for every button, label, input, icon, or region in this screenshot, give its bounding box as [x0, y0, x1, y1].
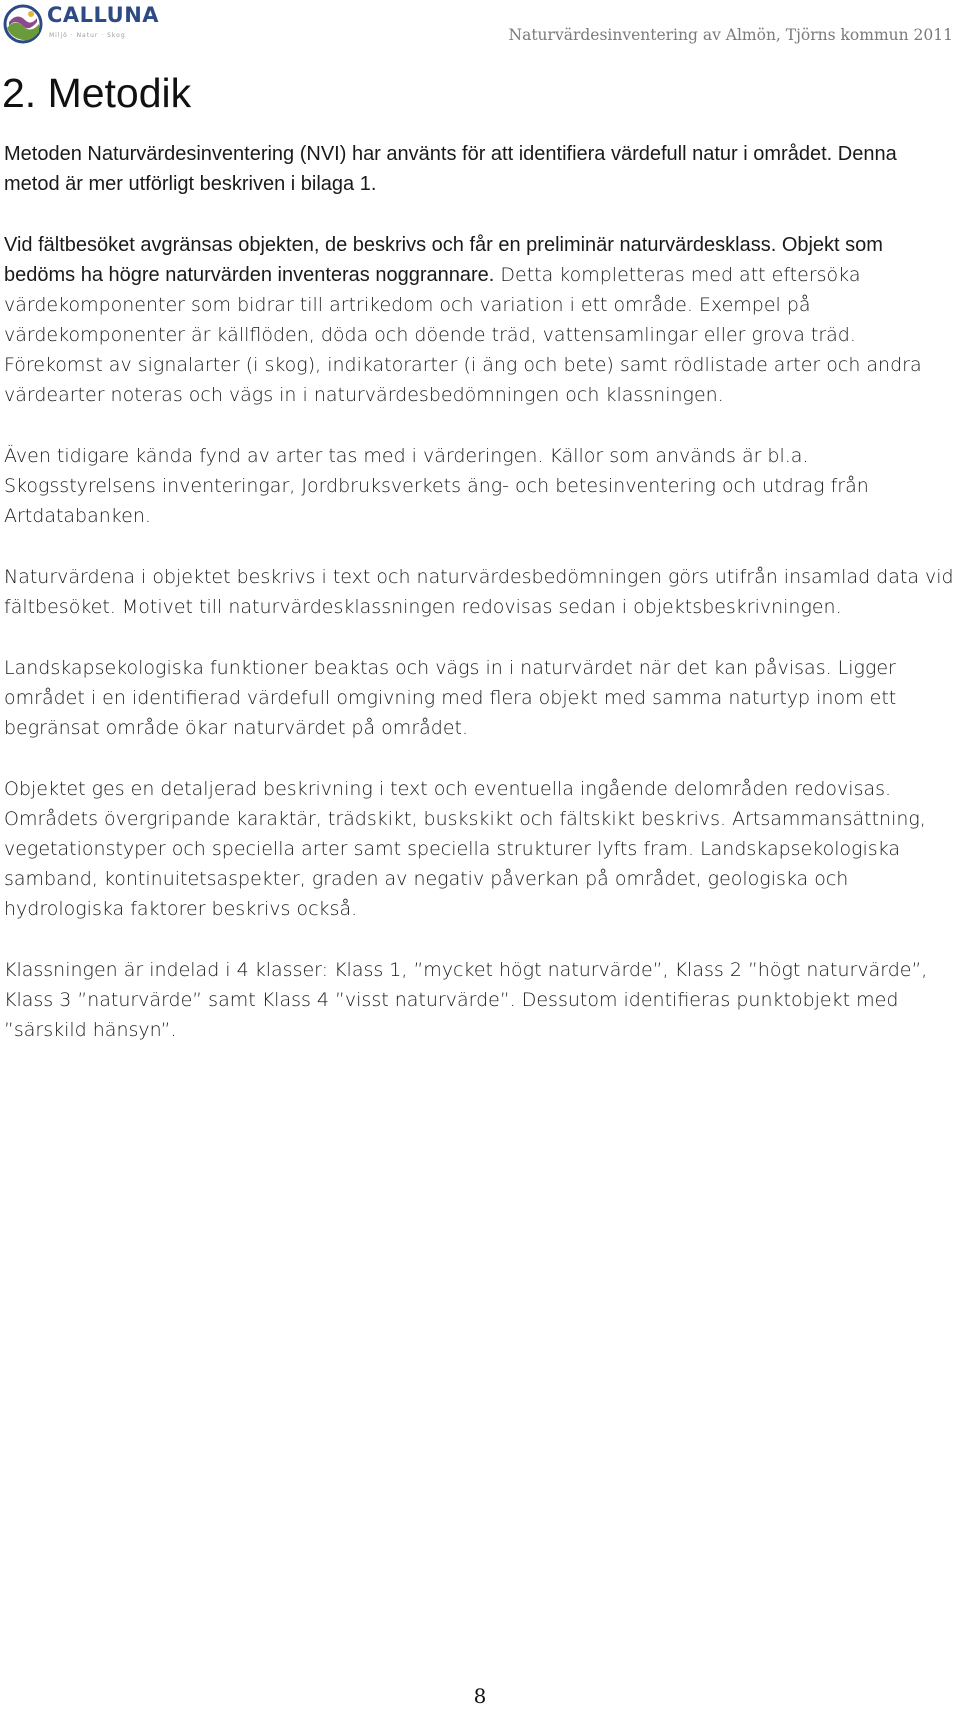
paragraph-classification: Klassningen är indelad i 4 klasser: Klass 1, ”mycket högt naturvärde”, Klass 2 ”högt naturvärde”, Klass 3 ”naturvärde” samt Klass 4 ”visst naturvärde”. Dessutom identifieras punktobjekt med ”särskild hänsyn”. — [4, 959, 928, 1041]
calluna-logo-icon — [3, 4, 43, 44]
section-heading: 2. Metodik — [2, 70, 192, 116]
paragraph-landscape-ecology: Landskapsekologiska funktioner beaktas och vägs in i naturvärdet när det kan påvisas. Ligger området i en identifierad värdefull omgivning med flera objekt med samma naturtyp inom ett begränsat område ökar naturvärdet på området. — [4, 657, 897, 739]
paragraph-nature-values: Naturvärdena i objektet beskrivs i text och naturvärdesbedömningen görs utifrån insamlad data vid fältbesöket. Motivet till naturvärdesklassningen redovisas sedan i objektsbeskrivningen. — [4, 566, 954, 618]
paragraph-field-visit-part2: Detta kompletteras med att eftersöka värdekomponenter som bidrar till artrikedom och variation i ett område. Exempel på värdekomponenter är källflöden, döda och döende träd, vattensamlingar eller grova träd. Förekomst av signalarter (i skog), indikatorarter (i äng och bete) samt rödlistade arter och andra värdearter noteras och vägs in i naturvärdesbedömningen och klassningen. — [4, 264, 922, 406]
running-head: Naturvärdesinventering av Almön, Tjörns kommun 2011 — [508, 26, 953, 44]
logo-wordmark: CALLUNA — [47, 3, 160, 27]
paragraph-method-intro: Metoden Naturvärdesinventering (NVI) har använts för att identifiera värdefull natur i området. Denna metod är mer utförligt beskriven i bilaga 1. — [4, 143, 897, 195]
logo-tagline: Miljö · Natur · Skog — [49, 32, 126, 39]
body-text — [4, 139, 954, 1076]
paragraph-known-finds: Även tidigare kända fynd av arter tas med i värderingen. Källor som används är bl.a. Skogsstyrelsens inventeringar, Jordbruksverkets äng- och betesinventering och utdrag från Artdatabanken. — [4, 445, 869, 527]
page-header — [0, 0, 960, 50]
calluna-logo — [3, 2, 160, 46]
page-number: 8 — [473, 1684, 487, 1708]
paragraph-field-visit — [4, 230, 954, 410]
paragraph-field-visit-part1: Vid fältbesöket avgränsas objekten, de beskrivs och får en preliminär naturvärdesklass. Objekt som bedöms ha högre naturvärden inventeras noggrannare. — [4, 234, 883, 286]
paragraph-object-description: Objektet ges en detaljerad beskrivning i text och eventuella ingående delområden redovisas. Områdets övergripande karaktär, trädskikt, buskskikt och fältskikt beskrivs. Artsammansättning, vegetationstyper och speciella arter samt speciella strukturer lyfts fram. Landskapsekologiska samband, kontinuitetsaspekter, graden av negativ påverkan på området, geologiska och hydrologiska faktorer beskrivs också. — [4, 778, 926, 920]
